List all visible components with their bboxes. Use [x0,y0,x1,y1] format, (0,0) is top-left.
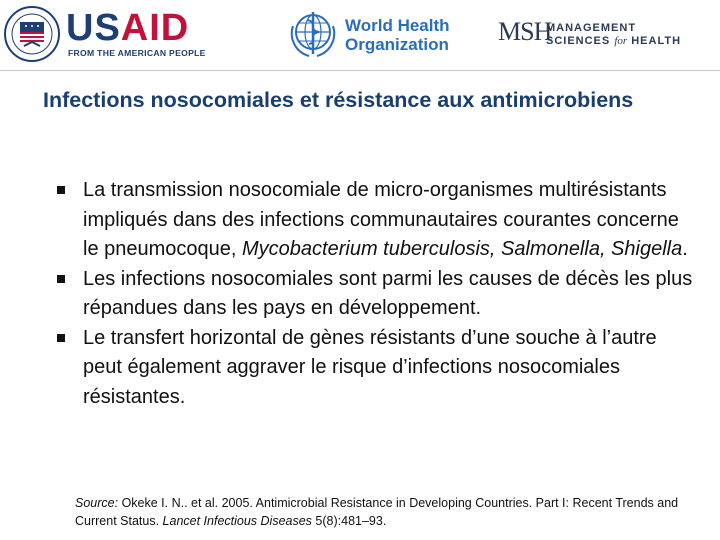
bullet-item: La transmission nosocomiale de micro-organismes multirésistants impliqués dans des infections communautaires courantes concerne le pneumocoque, Mycobacterium tuberculosis, Salmonella, Shigella. [57,176,697,265]
msh-name: MANAGEMENT SCIENCES for HEALTH [546,22,682,47]
header-divider [0,70,720,71]
usaid-logo [4,6,206,62]
who-emblem-icon [287,8,339,60]
bullet-list [57,176,697,412]
who-name: World Health Organization [345,16,450,54]
slide-title: Infections nosocomiales et résistance aux antimicrobiens [43,88,634,112]
usaid-seal-icon [4,6,60,62]
source-citation: Source: Okeke I. N.. et al. 2005. Antimicrobial Resistance in Developing Countries. Part I: Recent Trends and Current Status. Lancet Infectious Diseases 5(8):481–93. [75,496,679,528]
bullet-square-icon [57,186,65,194]
msh-mark: MSH [498,17,552,46]
bullet-item: Les infections nosocomiales sont parmi les causes de décès les plus répandues dans les pays en développement. [57,265,697,324]
bullet-item: Le transfert horizontal de gènes résistants d’une souche à l’autre peut également aggraver le risque d’infections nosocomiales résistantes. [57,324,697,413]
msh-logo [498,12,698,58]
who-logo [287,8,457,62]
bullet-square-icon [57,334,65,342]
bullet-square-icon [57,275,65,283]
usaid-tagline: FROM THE AMERICAN PEOPLE [68,48,206,58]
logo-bar [0,0,720,70]
usaid-wordmark: USAID [66,7,190,49]
